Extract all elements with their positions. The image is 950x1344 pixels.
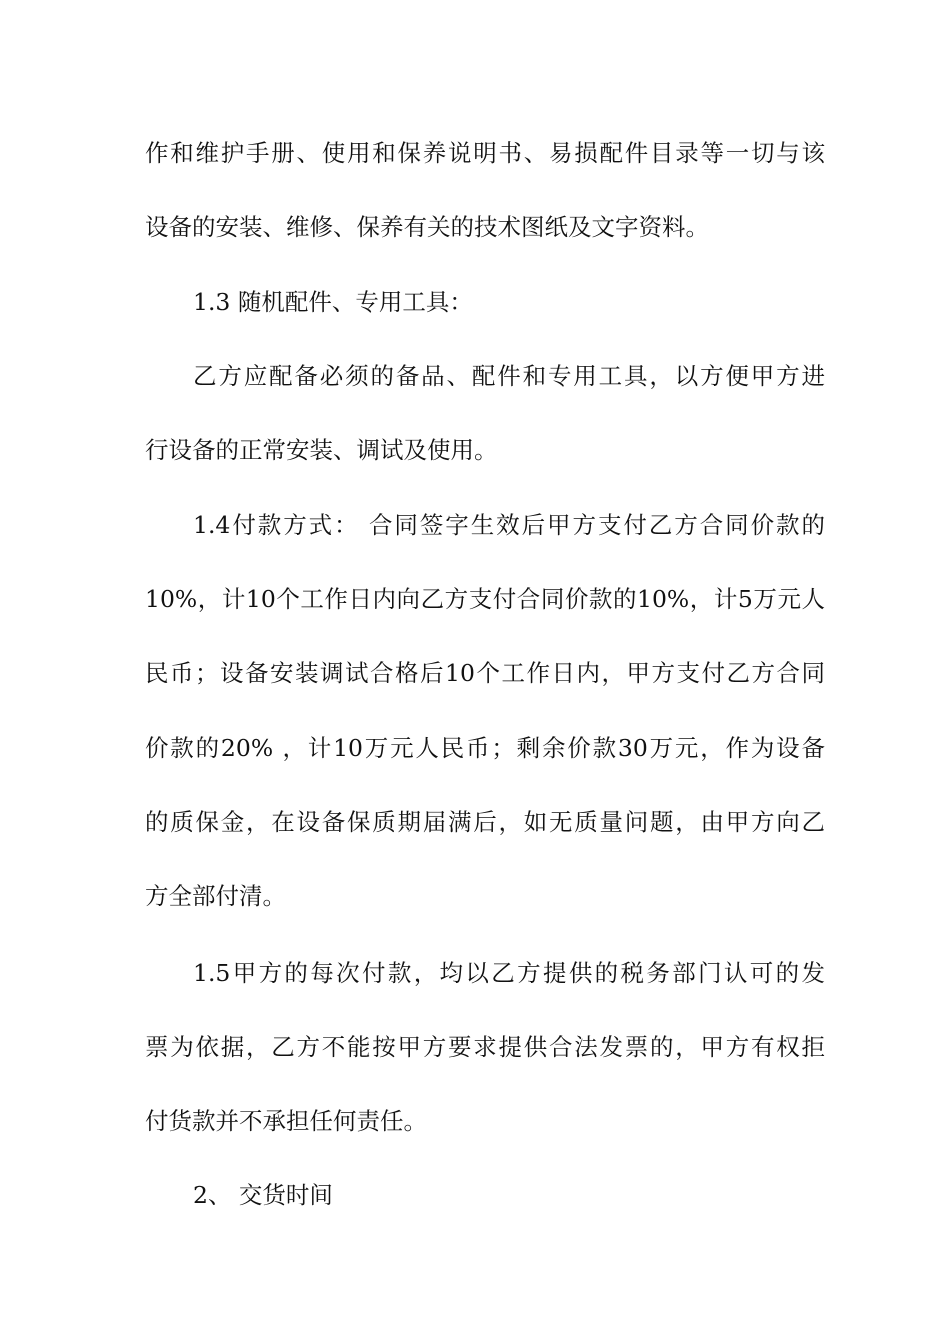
text-line: 民币；设备安装调试合格后10个工作日内，甲方支付乙方合同	[145, 659, 825, 687]
text-line: 10%，计10个工作日内向乙方支付合同价款的10%，计5万元人	[145, 585, 825, 613]
text-line: 方全部付清。	[145, 882, 286, 910]
section-heading-2: 2、 交货时间	[193, 1181, 333, 1209]
text-line: 票为依据，乙方不能按甲方要求提供合法发票的，甲方有权拒	[145, 1033, 825, 1061]
text-line: 价款的20% ，计10万元人民币；剩余价款30万元，作为设备	[145, 734, 825, 762]
text-line: 设备的安装、维修、保养有关的技术图纸及文字资料。	[145, 213, 709, 241]
section-heading-1-3: 1.3 随机配件、专用工具：	[193, 288, 473, 316]
text-line: 付货款并不承担任何责任。	[145, 1107, 427, 1135]
text-line: 行设备的正常安装、调试及使用。	[145, 436, 498, 464]
text-line: 的质保金，在设备保质期届满后，如无质量问题，由甲方向乙	[145, 808, 825, 836]
section-heading-1-4: 1.4付款方式： 合同签字生效后甲方支付乙方合同价款的	[193, 511, 825, 539]
section-heading-1-5: 1.5甲方的每次付款，均以乙方提供的税务部门认可的发	[193, 959, 825, 987]
text-line: 乙方应配备必须的备品、配件和专用工具，以方便甲方进	[193, 362, 825, 390]
text-line: 作和维护手册、使用和保养说明书、易损配件目录等一切与该	[145, 139, 825, 167]
